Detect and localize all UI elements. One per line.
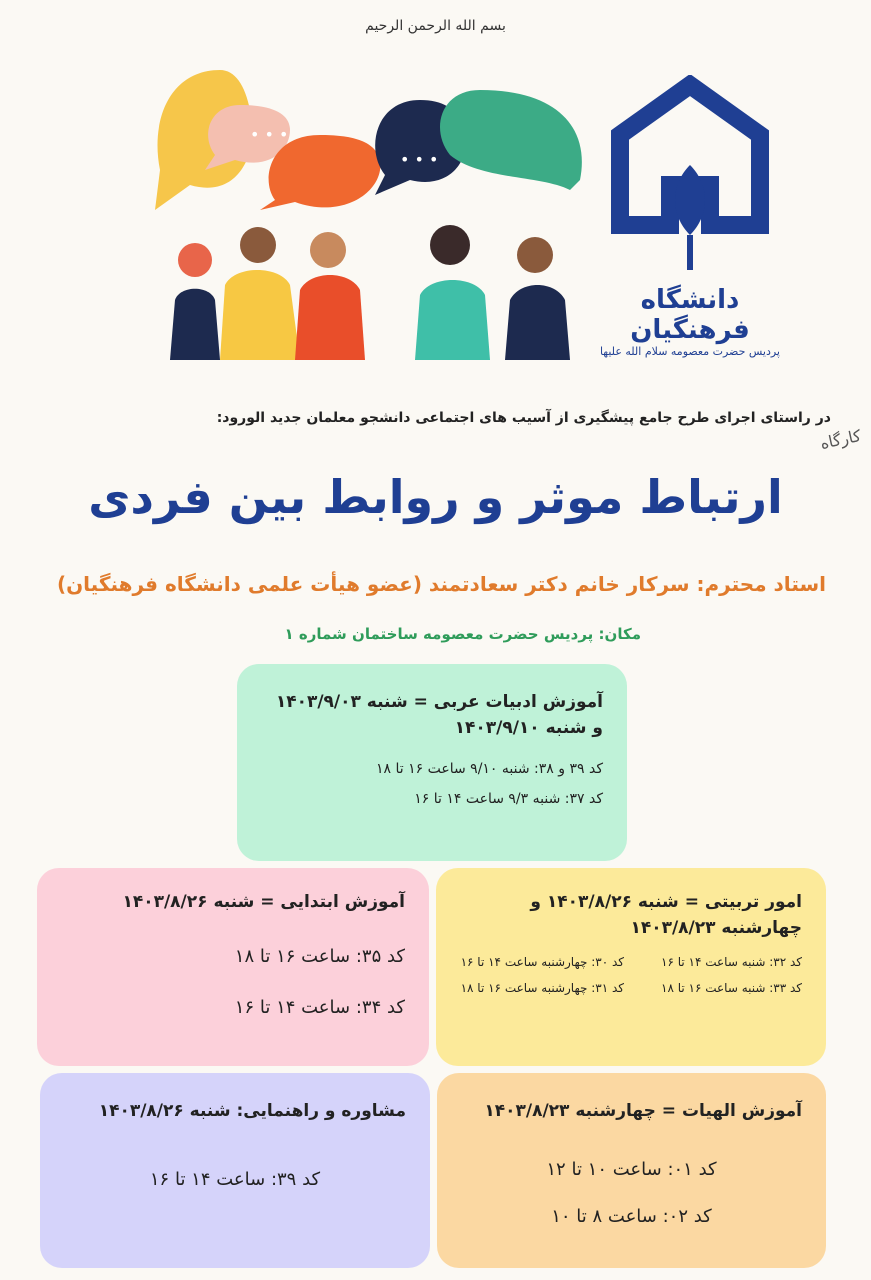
instructor-text: استاد محترم: سرکار خانم دکتر سعادتمند (عضو هیأت علمی دانشگاه فرهنگیان) xyxy=(56,572,826,596)
person-4 xyxy=(415,225,490,360)
person-1 xyxy=(170,243,220,360)
speech-bubble-green xyxy=(440,90,582,190)
card-heading: مشاوره و راهنمایی: شنبه ۱۴۰۳/۸/۲۶ xyxy=(98,1101,406,1121)
svg-text:• • •: • • • xyxy=(400,150,439,169)
schedule-line: کد ۳۴: ساعت ۱۴ تا ۱۶ xyxy=(234,996,405,1018)
page-title: ارتباط موثر و روابط بین فردی xyxy=(88,470,783,524)
schedule-line: کد ۳۲: شنبه ساعت ۱۴ تا ۱۶ xyxy=(661,955,802,969)
person-2 xyxy=(220,227,300,360)
bismillah-text: بسم الله الرحمن الرحیم xyxy=(365,18,506,34)
card-heading: آموزش ادبیات عربی = شنبه ۱۴۰۳/۹/۰۳ و شنبه ۱۴۰۳/۹/۱۰ xyxy=(275,692,603,738)
card-arabic-literature xyxy=(237,664,627,861)
schedule-line: کد ۳۹: ساعت ۱۴ تا ۱۶ xyxy=(149,1168,321,1190)
university-logo xyxy=(600,75,780,375)
schedule-line: کد ۳۰: چهارشنبه ساعت ۱۴ تا ۱۶ xyxy=(460,955,624,969)
card-heading: امور تربیتی = شنبه ۱۴۰۳/۸/۲۶ و چهارشنبه ۱۴۰۳/۸/۲۳ xyxy=(530,892,802,938)
card-training-affairs xyxy=(436,868,826,1066)
schedule-line: کد ۰۱: ساعت ۱۰ تا ۱۲ xyxy=(546,1158,717,1180)
person-5 xyxy=(505,237,570,360)
schedule-line: کد ۳۹ و ۳۸: شنبه ۹/۱۰ ساعت ۱۶ تا ۱۸ xyxy=(376,761,603,777)
card-heading: آموزش ابتدایی = شنبه ۱۴۰۳/۸/۲۶ xyxy=(122,892,405,912)
logo-name: دانشگاه فرهنگیان xyxy=(630,285,750,345)
card-heading: آموزش الهیات = چهارشنبه ۱۴۰۳/۸/۲۳ xyxy=(484,1101,802,1121)
location-text: مکان: پردیس حضرت معصومه ساختمان شماره ۱ xyxy=(284,625,641,643)
svg-text:• • •: • • • xyxy=(250,125,289,144)
schedule-line: کد ۰۲: ساعت ۸ تا ۱۰ xyxy=(551,1205,712,1227)
workshop-tag: کارگاه xyxy=(818,425,863,454)
people-talking-illustration xyxy=(150,60,600,370)
logo-emblem-icon xyxy=(600,75,780,275)
intro-text: در راستای اجرای طرح جامع پیشگیری از آسیب های اجتماعی دانشجو معلمان جدید الورود: xyxy=(216,410,831,426)
logo-subtitle: پردیس حضرت معصومه سلام الله علیها xyxy=(599,345,780,358)
card-counseling xyxy=(40,1073,430,1268)
schedule-line: کد ۳۱: چهارشنبه ساعت ۱۶ تا ۱۸ xyxy=(460,981,624,995)
card-theology xyxy=(437,1073,826,1268)
schedule-grid xyxy=(460,955,802,995)
schedule-line: کد ۳۵: ساعت ۱۶ تا ۱۸ xyxy=(234,945,405,967)
schedule-line: کد ۳۳: شنبه ساعت ۱۶ تا ۱۸ xyxy=(661,981,802,995)
card-primary-education xyxy=(37,868,429,1066)
schedule-line: کد ۳۷: شنبه ۹/۳ ساعت ۱۴ تا ۱۶ xyxy=(414,791,603,807)
person-3 xyxy=(295,232,365,360)
